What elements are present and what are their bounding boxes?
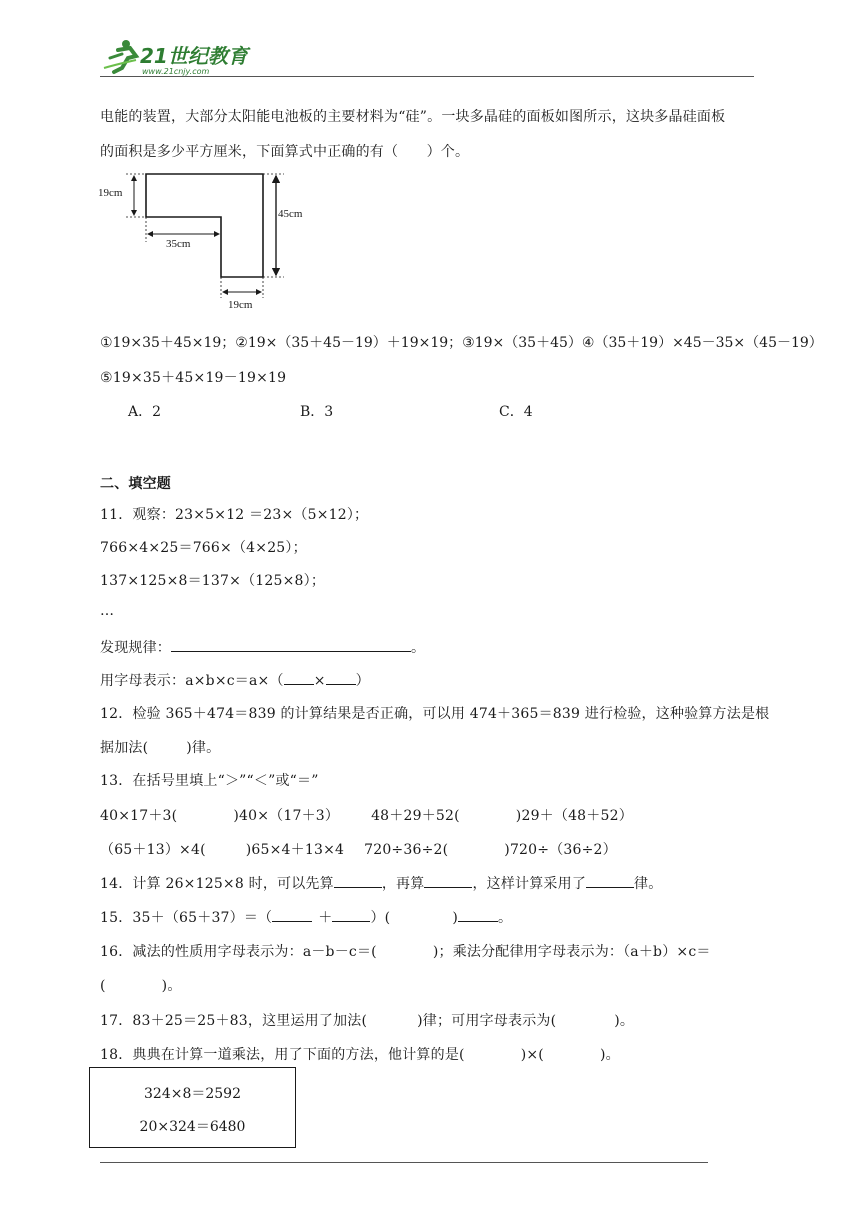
choice-b[interactable]: B．3 [300, 404, 334, 420]
q13-line1: 13．在括号里填上“＞”“＜”或“＝” [100, 773, 319, 789]
choice-a[interactable]: A．2 [128, 404, 162, 420]
svg-text:www.21cnjy.com: www.21cnjy.com [142, 67, 210, 76]
q15-blank-1[interactable] [272, 907, 312, 922]
runner-icon [104, 40, 136, 72]
choice-c[interactable]: C．4 [499, 404, 533, 420]
q11-letter: 用字母表示：a×b×c＝a×（ × ） [100, 670, 370, 690]
q11-line2: 766×4×25＝766×（4×25）； [100, 540, 307, 556]
label-inner: 35cm [166, 238, 191, 250]
q11-line4: … [100, 603, 115, 619]
q10-options-line1: ①19×35＋45×19；②19×（35＋45－19）＋19×19；③19×（35＋45）④（35＋19）×45－35×（45－19） [100, 335, 823, 351]
q11-rule: 发现规律： 。 [100, 637, 425, 657]
q15-blank-2[interactable] [332, 907, 370, 922]
q10-text-line2: 的面积是多少平方厘米，下面算式中正确的有（ ）个。 [100, 144, 470, 160]
q10-options-line2: ⑤19×35＋45×19－19×19 [100, 370, 287, 386]
l-shape-figure [96, 166, 316, 316]
calc-line1: 324×8＝2592 [144, 1086, 241, 1102]
q15-blank-4[interactable] [458, 907, 498, 922]
q18: 18．典典在计算一道乘法，用了下面的方法，他计算的是( )×( )。 [100, 1047, 620, 1063]
q16-line2: ( )。 [100, 978, 182, 994]
q14: 14．计算 26×125×8 时，可以先算 ，再算 ，这样计算采用了 律。 [100, 873, 662, 893]
section-title: 二、填空题 [100, 476, 171, 492]
q11-line1: 11．观察：23×5×12 ＝23×（5×12）； [100, 507, 369, 523]
q12-line1: 12．检验 365＋474＝839 的计算结果是否正确，可以用 474＋365＝839 进行检验，这种验算方法是根 [100, 706, 770, 722]
footer-divider [100, 1162, 708, 1163]
letter-blank-1[interactable] [284, 670, 314, 685]
svg-text:21世纪教育: 21世纪教育 [140, 44, 248, 68]
q11-line3: 137×125×8＝137×（125×8）； [100, 573, 326, 589]
q14-blank-2[interactable] [424, 873, 472, 888]
header-divider [100, 76, 754, 77]
label-bottom: 19cm [228, 299, 253, 311]
label-top-left: 19cm [98, 187, 123, 199]
letter-blank-2[interactable] [326, 670, 356, 685]
q16-line1: 16．减法的性质用字母表示为：a－b－c＝( )；乘法分配律用字母表示为：（a＋b）×c＝ [100, 944, 711, 960]
q17: 17．83＋25＝25＋83，这里运用了加法( )律；可用字母表示为( )。 [100, 1013, 635, 1029]
rule-blank[interactable] [171, 637, 411, 652]
calculation-box [89, 1067, 296, 1148]
q14-blank-3[interactable] [586, 873, 634, 888]
q14-blank-1[interactable] [334, 873, 382, 888]
site-logo [96, 38, 266, 78]
calc-line2: 20×324＝6480 [139, 1119, 246, 1135]
q13-row1: 40×17＋3( )40×（17＋3） 48＋29＋52( )29＋（48＋52） [100, 808, 633, 824]
q10-text-line1: 电能的装置，大部分太阳能电池板的主要材料为“硅”。一块多晶硅的面板如图所示，这块多晶硅面板 [100, 109, 726, 125]
q13-row2: （65＋13）×4( )65×4＋13×4 720÷36÷2( )720÷（36÷2） [100, 842, 617, 858]
q15: 15．35＋（65＋37）＝（ ＋ ）( ) 。 [100, 907, 512, 927]
q12-line2: 据加法( )律。 [100, 740, 221, 756]
label-right: 45cm [278, 208, 303, 220]
